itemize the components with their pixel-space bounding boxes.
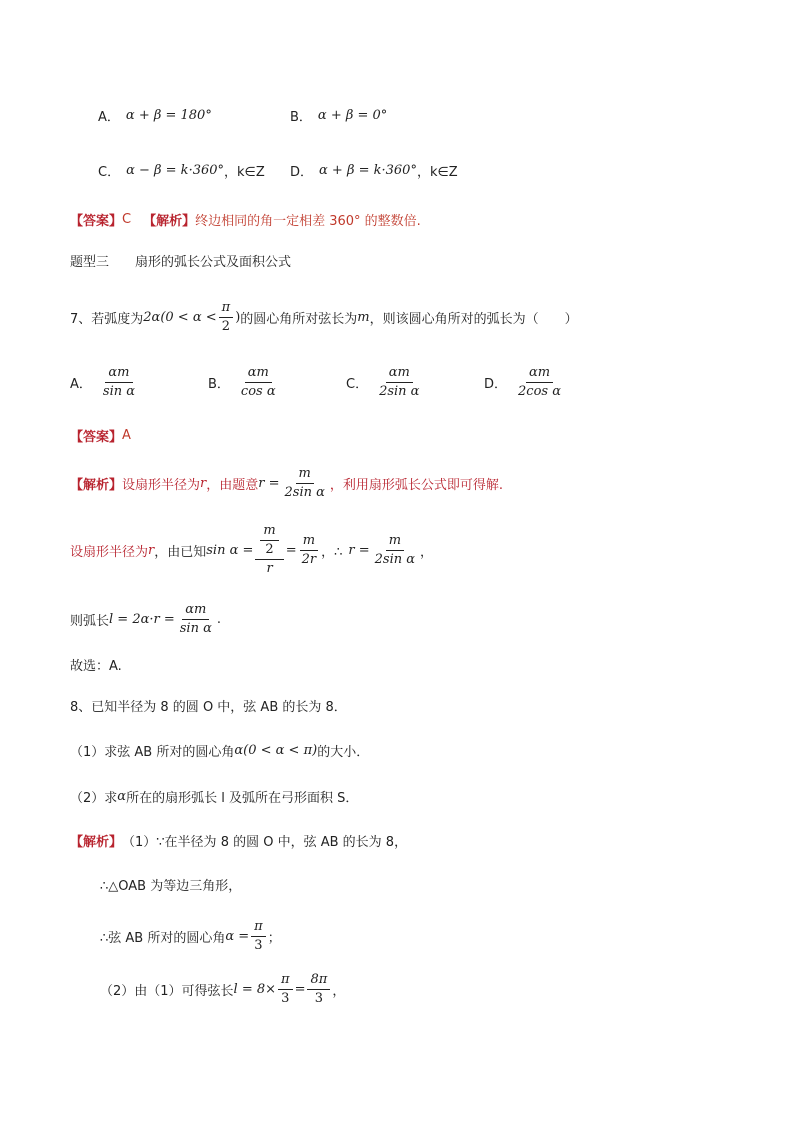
fraction-numerator: m xyxy=(386,533,404,551)
fraction-numerator: αm xyxy=(182,602,209,620)
fraction-denominator: sin α xyxy=(179,621,212,636)
option-label: D． xyxy=(290,165,314,180)
fraction-denominator: 2cos α xyxy=(518,384,561,399)
fraction-numerator: αm xyxy=(526,365,553,383)
analysis-tag: 【解析】 xyxy=(70,478,123,493)
complex-numerator xyxy=(255,523,283,560)
analysis-text-pre: 设扇形半径为 xyxy=(70,544,149,560)
q6-answer-line xyxy=(70,210,421,229)
inner-fraction xyxy=(260,523,278,558)
answer-tag: 【答案】 xyxy=(70,430,123,445)
analysis-text-mid: ，由已知 xyxy=(154,544,207,560)
fraction-numerator: π xyxy=(219,300,234,318)
stem-text-post: ，则该圆心角所对的弧长为（ ） xyxy=(369,312,578,327)
option-label: B． xyxy=(290,110,312,125)
q8-analysis-line-3 xyxy=(100,919,281,954)
q6-option-b xyxy=(290,106,387,125)
radius-fraction xyxy=(372,533,418,568)
fraction-denominator: sin α xyxy=(102,384,136,399)
fraction-denominator: 3 xyxy=(314,991,324,1006)
q6-option-c xyxy=(98,161,265,180)
fraction-numerator: m xyxy=(296,466,314,484)
fraction-denominator: 2sin α xyxy=(379,384,420,399)
part-text-pre: （1）求弦 AB 所对的圆心角 xyxy=(70,745,235,760)
q7-answer-line xyxy=(70,426,131,445)
answer-tag: 【答案】 xyxy=(70,214,123,229)
analysis-text-pre: 设扇形半径为 xyxy=(122,478,201,493)
option-tail: ，k∈Z xyxy=(416,165,458,180)
complex-fraction xyxy=(255,523,283,577)
stem-text-mid: 的圆心角所对弦长为 xyxy=(240,312,358,327)
fraction-denominator: 3 xyxy=(281,991,290,1006)
fraction-denominator: 2sin α xyxy=(374,551,416,567)
variable-m: m xyxy=(357,310,370,325)
sine-lhs: sin α = xyxy=(206,542,254,558)
condition-close: ) xyxy=(235,310,241,325)
q8-analysis-line-2: ∴△OAB 为等边三角形， xyxy=(100,879,242,894)
line-end: ， xyxy=(332,984,346,999)
q8-stem: 8、已知半径为 8 的圆 O 中，弦 AB 的长为 8． xyxy=(70,700,347,715)
q6-option-d xyxy=(290,161,458,180)
answer-value: C xyxy=(122,212,132,227)
fraction-denominator: 2sin α xyxy=(284,485,325,500)
answer-value: A xyxy=(122,428,131,443)
stem-text-pre: 7、若弧度为 xyxy=(70,312,144,327)
pi-over-3-fraction xyxy=(251,919,266,954)
fraction-denominator: 3 xyxy=(254,938,263,953)
q7-option-b xyxy=(208,365,281,400)
analysis-text-post: ，利用扇形弧长公式即可得解. xyxy=(329,478,504,493)
q7-analysis-line-1 xyxy=(70,466,503,501)
pi-over-3-fraction xyxy=(278,972,293,1007)
condition-expr: 2α(0 < α < xyxy=(143,310,217,325)
variable-r: r xyxy=(200,476,207,491)
part-text-post: 所在的扇形弧长 l 及弧所在弓形面积 S． xyxy=(126,791,359,806)
fraction-numerator: αm xyxy=(386,365,413,383)
equals-sign: = xyxy=(285,542,297,558)
option-label: A． xyxy=(98,110,120,125)
option-expression: α − β = k·360° xyxy=(126,163,225,178)
option-label: D． xyxy=(484,377,508,392)
q8-part-2 xyxy=(70,787,358,806)
arc-length-expr: l = 2α·r = xyxy=(109,612,175,627)
variable-r: r xyxy=(148,542,155,558)
q7-analysis-line-3 xyxy=(70,602,221,637)
option-fraction xyxy=(515,365,564,400)
alpha-symbol: α xyxy=(117,789,127,804)
option-label: A． xyxy=(70,377,92,392)
equals-sign: = xyxy=(294,982,306,997)
alpha-lhs: α = xyxy=(225,929,250,944)
q7-choose: 故选：A. xyxy=(70,659,122,674)
ratio-fraction xyxy=(299,533,320,568)
fraction-numerator: m xyxy=(260,523,278,541)
analysis-text-pre: 则弧长 xyxy=(70,614,110,629)
fraction-numerator: π xyxy=(278,972,293,990)
analysis-text-pre: （2）由（1）可得弦长 xyxy=(100,984,234,999)
analysis-text-mid: ，由题意 xyxy=(206,478,259,493)
arc-length-lhs: l = 8× xyxy=(233,982,277,997)
fraction-numerator: π xyxy=(251,919,266,937)
option-expression: α + β = 0° xyxy=(317,108,388,123)
fraction-numerator: 8π xyxy=(307,972,330,990)
option-label: C． xyxy=(98,165,121,180)
option-expression: α + β = k·360° xyxy=(319,163,417,178)
line-end: ； xyxy=(267,931,281,946)
analysis-text: 终边相同的角一定相差 360° 的整数倍. xyxy=(195,214,421,229)
pi-over-2-fraction xyxy=(219,300,234,335)
part-text-post: 的大小． xyxy=(317,745,370,760)
option-fraction xyxy=(376,365,422,400)
radius-lhs: r = xyxy=(258,476,280,491)
complex-denominator: r xyxy=(266,561,273,576)
fraction-denominator: 2r xyxy=(301,551,317,567)
option-expression: α + β = 180° xyxy=(125,108,212,123)
section-title: 题型三 扇形的弧长公式及面积公式 xyxy=(70,255,292,270)
option-fraction xyxy=(238,365,279,400)
analysis-tag: 【解析】 xyxy=(143,214,196,229)
analysis-text-pre: ∴弦 AB 所对的圆心角 xyxy=(100,931,226,946)
q6-option-a xyxy=(98,106,212,125)
fraction-denominator: 2 xyxy=(221,319,231,334)
q8-part-1 xyxy=(70,741,369,760)
line-end: ， xyxy=(420,544,434,560)
q7-option-d xyxy=(484,365,566,400)
q8-analysis-line-1 xyxy=(70,831,407,850)
option-fraction xyxy=(100,365,138,400)
arc-length-fraction xyxy=(177,602,215,637)
radius-lhs: r = xyxy=(348,542,370,558)
radius-fraction xyxy=(282,466,328,501)
q7-option-c xyxy=(346,365,424,400)
analysis-text: （1）∵在半径为 8 的圆 O 中，弦 AB 的长为 8， xyxy=(122,835,408,850)
fraction-numerator: αm xyxy=(245,365,272,383)
q7-stem xyxy=(70,300,578,335)
therefore-text: ，∴ xyxy=(321,544,343,560)
q7-option-a xyxy=(70,365,140,400)
line-end: . xyxy=(216,612,222,627)
fraction-denominator: 2 xyxy=(265,542,274,557)
fraction-numerator: m xyxy=(300,533,318,551)
part-text-pre: （2）求 xyxy=(70,791,118,806)
option-tail: ，k∈Z xyxy=(224,165,265,180)
option-label: B． xyxy=(208,377,230,392)
analysis-tag: 【解析】 xyxy=(70,835,123,850)
fraction-numerator: αm xyxy=(105,365,132,383)
angle-range-expr: α(0 < α < π) xyxy=(234,743,318,758)
q8-analysis-line-4 xyxy=(100,972,345,1007)
result-fraction xyxy=(307,972,330,1007)
option-label: C． xyxy=(346,377,369,392)
q7-analysis-line-2 xyxy=(70,523,433,577)
fraction-denominator: cos α xyxy=(240,384,276,399)
